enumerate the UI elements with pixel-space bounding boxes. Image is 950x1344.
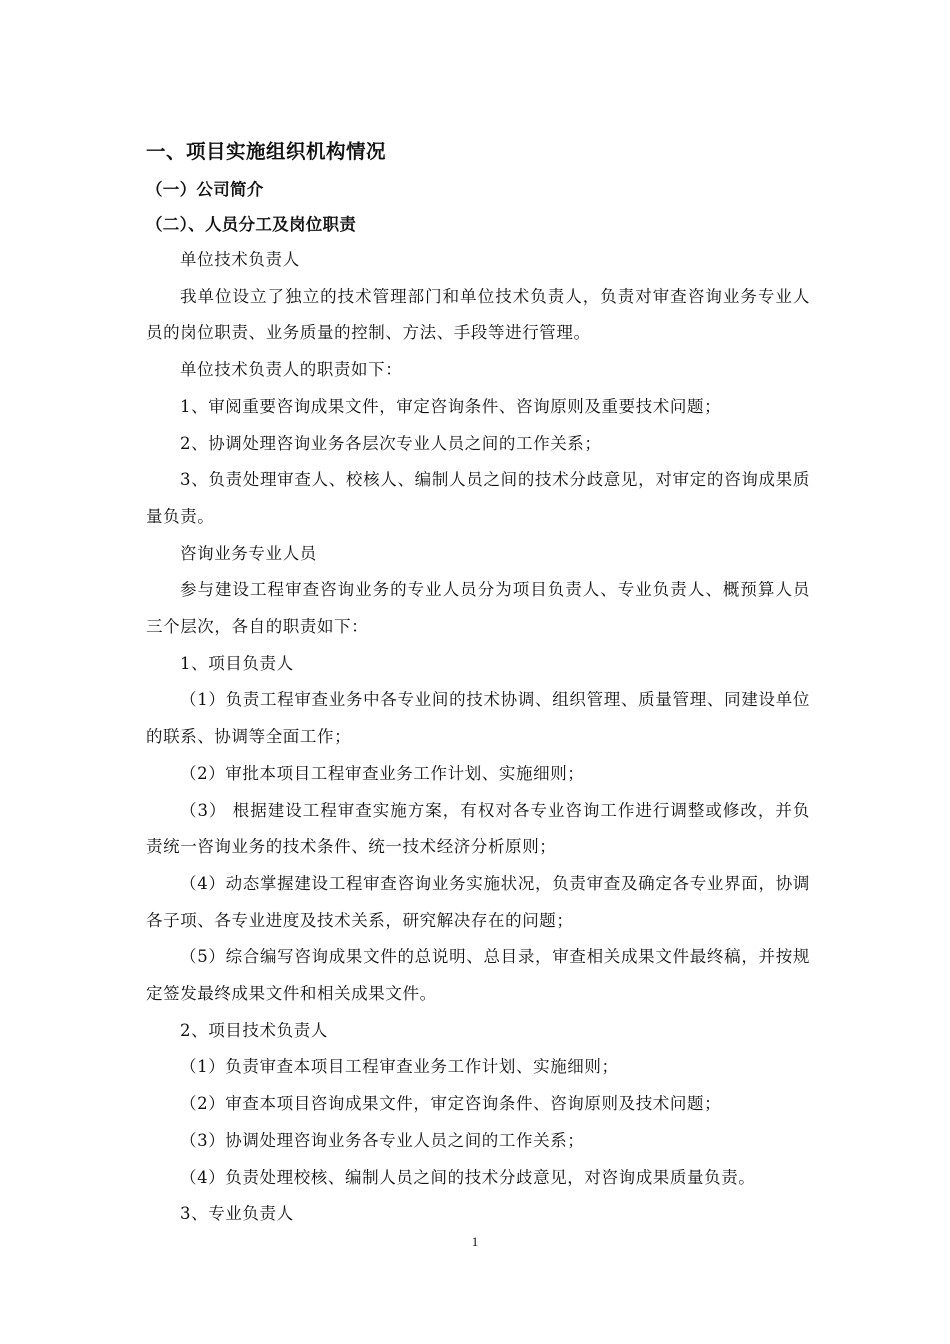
paragraph: 1、审阅重要咨询成果文件，审定咨询条件、咨询原则及重要技术问题； xyxy=(180,396,722,416)
paragraph: 1、项目负责人 xyxy=(180,653,294,673)
paragraph: 参与建设工程审查咨询业务的专业人员分为项目负责人、专业负责人、概预算人员三个层次，各自的职责如下： xyxy=(146,580,810,637)
paragraph: 3、负责处理审查人、校核人、编制人员之间的技术分歧意见，对审定的咨询成果质量负责。 xyxy=(146,470,810,526)
subheading-company-intro: （一）公司简介 xyxy=(146,180,264,199)
paragraph: 2、协调处理咨询业务各层次专业人员之间的工作关系； xyxy=(180,433,602,453)
paragraph: （4）负责处理校核、编制人员之间的技术分歧意见，对咨询成果质量负责。 xyxy=(180,1167,756,1187)
paragraph: （5）综合编写咨询成果文件的总说明、总目录，审查相关成果文件最终稿，并按规定签发最终成果文件和相关成果文件。 xyxy=(146,947,810,1004)
main-heading: 一、项目实施组织机构情况 xyxy=(146,140,387,163)
paragraph: （2）审批本项目工程审查业务工作计划、实施细则； xyxy=(180,763,585,783)
paragraph: （3）协调处理咨询业务各专业人员之间的工作关系； xyxy=(180,1130,585,1150)
paragraph: 单位技术负责人的职责如下： xyxy=(180,360,403,380)
page-number: 1 xyxy=(471,1234,479,1249)
paragraph: 咨询业务专业人员 xyxy=(180,543,317,563)
paragraph: （4）动态掌握建设工程审查咨询业务实施状况，负责审查及确定各专业界面，协调各子项、各专业进度及技术关系，研究解决存在的问题； xyxy=(146,873,810,930)
paragraph: 单位技术负责人 xyxy=(180,250,300,269)
paragraph: （1）负责审查本项目工程审查业务工作计划、实施细则； xyxy=(180,1057,619,1077)
paragraph: 2、项目技术负责人 xyxy=(180,1020,328,1040)
paragraph: （1）负责工程审查业务中各专业间的技术协调、组织管理、质量管理、同建设单位的联系、协调等全面工作； xyxy=(146,690,810,747)
page-content xyxy=(146,136,810,1233)
paragraph: （2）审查本项目咨询成果文件，审定咨询条件、咨询原则及技术问题； xyxy=(180,1094,722,1114)
paragraph: 我单位设立了独立的技术管理部门和单位技术负责人，负责对审查咨询业务专业人员的岗位职责、业务质量的控制、方法、手段等进行管理。 xyxy=(146,286,810,343)
paragraph: 3、专业负责人 xyxy=(180,1204,294,1224)
subheading-staff-duties: （二）、人员分工及岗位职责 xyxy=(146,215,357,234)
paragraph: （3） 根据建设工程审查实施方案，有权对各专业咨询工作进行调整或修改，并负责统一咨询业务的技术条件、统一技术经济分析原则； xyxy=(146,800,810,857)
